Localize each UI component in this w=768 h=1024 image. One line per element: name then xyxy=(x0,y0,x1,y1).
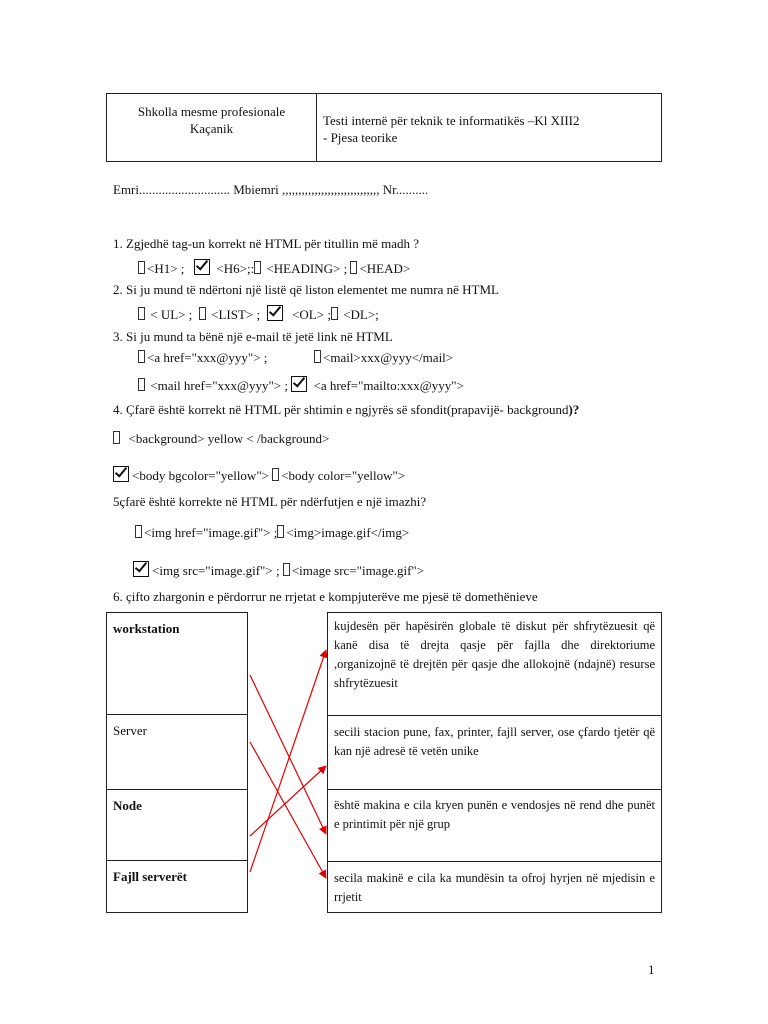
test-title: Testi internë për teknik te informatikës –Kl XIII2 xyxy=(323,113,580,128)
q2-question: 2. Si ju mund të ndërtoni një listë që liston elementet me numra në HTML xyxy=(113,282,499,297)
q5-option-4: <image src="image.gif"> xyxy=(291,563,425,578)
connector-file-server-to-disk-definition xyxy=(250,650,326,872)
q5-option-2: <img>image.gif</img> xyxy=(286,525,410,540)
term-label: workstation xyxy=(113,621,180,636)
school-name: Shkolla mesme profesionale xyxy=(137,104,286,119)
definition-text: secila makinë e cila ka mundësin ta ofroj hyrjen në mjedisin e rrjetit xyxy=(334,871,655,904)
q3-option-1: <a href="xxx@yyy"> ; xyxy=(147,350,268,365)
q1-option-2: <H6>;: xyxy=(216,261,255,276)
connector-node-to-unique-address-definition xyxy=(250,766,326,836)
q4-option-3: <body color="yellow"> xyxy=(281,468,406,483)
term-label: Server xyxy=(113,723,147,738)
page-number: 1 xyxy=(648,962,655,977)
definition-text: secili stacion pune, fax, printer, fajll server, ose çfardo tjetër që kan një adresë të vetën unike xyxy=(334,725,655,758)
q3-option-3: <mail href="xxx@yyy"> ; xyxy=(150,378,288,393)
q1-question: 1. Zgjedhë tag-un korrekt në HTML për titullin më madh ? xyxy=(113,236,420,251)
test-subtitle: - Pjesa teorike xyxy=(323,130,398,145)
term-label: Fajll serverët xyxy=(113,869,187,884)
student-line: Emri............................ Mbiemri ,,,,,,,,,,,,,,,,,,,,,,,,,,,,,, Nr.......... xyxy=(113,182,429,197)
q4-option-2: <body bgcolor="yellow"> xyxy=(132,468,269,483)
q2-option-4: <DL>; xyxy=(343,307,379,322)
q4-question-text: 4. Çfarë është korrekt në HTML për shtimin e ngjyrës së sfondit(prapavijë- background xyxy=(113,402,569,417)
q3-option-2: <mail>xxx@yyy</mail> xyxy=(323,350,454,365)
q6-question: 6. çifto zhargonin e përdorrur ne rrjetat e kompjuterëve me pjesë të domethënieve xyxy=(113,589,538,604)
q5-option-3: <img src="image.gif"> ; xyxy=(152,563,280,578)
q3-option-4: <a href="mailto:xxx@yyy"> xyxy=(313,378,464,393)
q4-option-1: <background> yellow < /background> xyxy=(128,431,330,446)
q1-option-4: <HEAD> xyxy=(359,261,411,276)
q2-option-3: <OL> ; xyxy=(292,307,331,322)
q1-option-3: <HEADING> ; xyxy=(266,261,348,276)
q5-option-1: <img href="image.gif"> ; xyxy=(144,525,278,540)
definition-text: është makina e cila kryen punën e vendosjes në rend dhe punët e printimit për një grup xyxy=(334,798,655,831)
q5-question: 5çfarë është korrekte në HTML për ndërfutjen e një imazhi? xyxy=(113,494,427,509)
school-location: Kaçanik xyxy=(189,121,234,136)
q1-option-1: <H1> ; xyxy=(147,261,185,276)
q4-question-end: )? xyxy=(568,402,580,417)
term-label: Node xyxy=(113,798,142,813)
q3-question: 3. Si ju mund ta bënë një e-mail të jetë link në HTML xyxy=(113,329,393,344)
q2-option-2: <LIST> ; xyxy=(211,307,261,322)
q2-option-1: < UL> ; xyxy=(150,307,193,322)
definition-text: kujdesën për hapësirën globale të diskut për shfrytëzuesit që kanë disa të drejta qasje për fajlla dhe direktoriume ,organizojnë të drejtën për qasje dhe allokojnë (ndajnë) resurse shfrytëzuesit xyxy=(334,619,655,690)
